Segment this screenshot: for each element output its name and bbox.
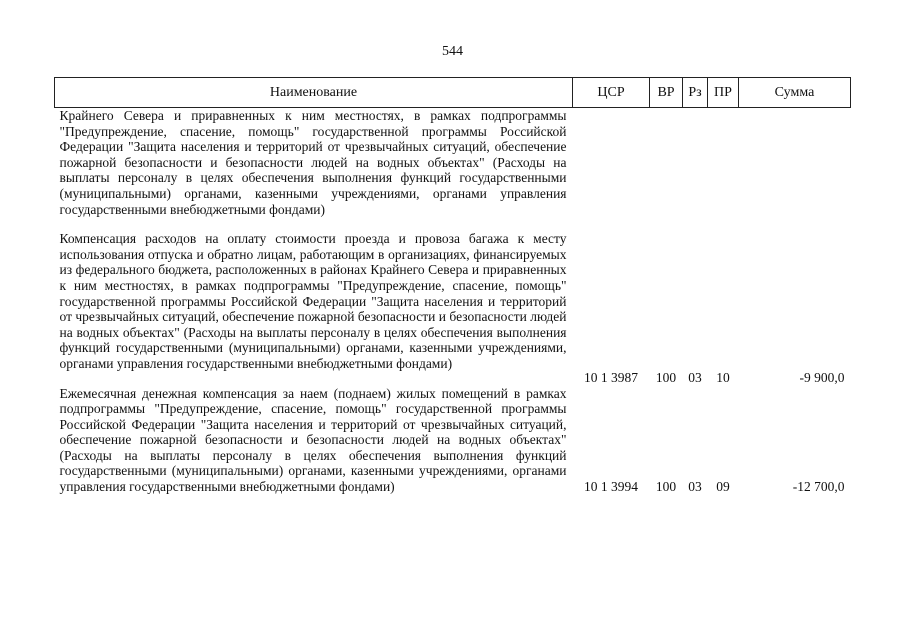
page-number: 544: [442, 44, 463, 59]
cell-sum: [739, 108, 851, 232]
table-row: [55, 231, 851, 385]
cell-name: Ежемесячная денежная компенсация за наем (поднаем) жилых помещений в рамках подпрограммы "Предупреждение, спасение, помощь" государственной программы Российской Федерации "Защита населения и территорий от чрезвычайных ситуаций, обеспечение пожарной безопасности и безопасности людей на водных объектах" (Расходы на выплаты персоналу в целях обеспечения выполнения функций государственными (муниципальными) органами, казенными учреждениями, органами управления государственными внебюджетными фондами): [59, 385, 567, 495]
table-row: [55, 108, 851, 232]
cell-vr: [650, 108, 683, 232]
header-sum: Сумма: [739, 78, 851, 108]
header-vr: ВР: [650, 78, 683, 108]
cell-sum: -12 700,0: [792, 479, 845, 495]
cell-csr: 10 1 3994: [584, 479, 638, 495]
header-name: Наименование: [55, 78, 573, 108]
cell-name: Компенсация расходов на оплату стоимости проезда и провоза багажа к месту использования отпуска и обратно лицам, работающим в организациях, финансируемых из федерального бюджета, расположенных в районах Крайнего Севера и приравненных к ним местностях, в рамках подпрограммы "Предупреждение, спасение, помощь" государственной программы Российской Федерации "Защита населения и территорий от чрезвычайных ситуаций, обеспечение пожарной безопасности и безопасности людей на водных объектах" (Расходы на выплаты персоналу в целях обеспечения выполнения функций государственными (муниципальными) органами, казенными учреждениями, органами управления государственными внебюджетными фондами): [59, 231, 567, 371]
budget-table: [54, 77, 851, 495]
table-header-row: [55, 78, 851, 108]
cell-vr: 100: [655, 479, 677, 495]
cell-pr: [708, 108, 739, 232]
cell-rz: 03: [688, 369, 702, 385]
header-csr: ЦСР: [573, 78, 650, 108]
cell-sum: -9 900,0: [799, 369, 845, 385]
cell-csr: [573, 108, 650, 232]
cell-csr: 10 1 3987: [584, 369, 638, 385]
cell-rz: [683, 108, 708, 232]
cell-pr: 09: [716, 479, 730, 495]
cell-rz: 03: [688, 479, 702, 495]
header-rz: Рз: [683, 78, 708, 108]
header-pr: ПР: [708, 78, 739, 108]
cell-name: Крайнего Севера и приравненных к ним местностях, в рамках подпрограммы "Предупреждение, спасение, помощь" государственной программы Российской Федерации "Защита населения и территорий от чрезвычайных ситуаций, обеспечение пожарной безопасности и безопасности людей на водных объектах" (Расходы на выплаты персоналу в целях обеспечения выполнения функций государственными (муниципальными) органами, казенными учреждениями, органами управления государственными внебюджетными фондами): [59, 108, 567, 217]
cell-pr: 10: [716, 369, 730, 385]
table-row: [55, 386, 851, 495]
cell-vr: 100: [655, 369, 677, 385]
